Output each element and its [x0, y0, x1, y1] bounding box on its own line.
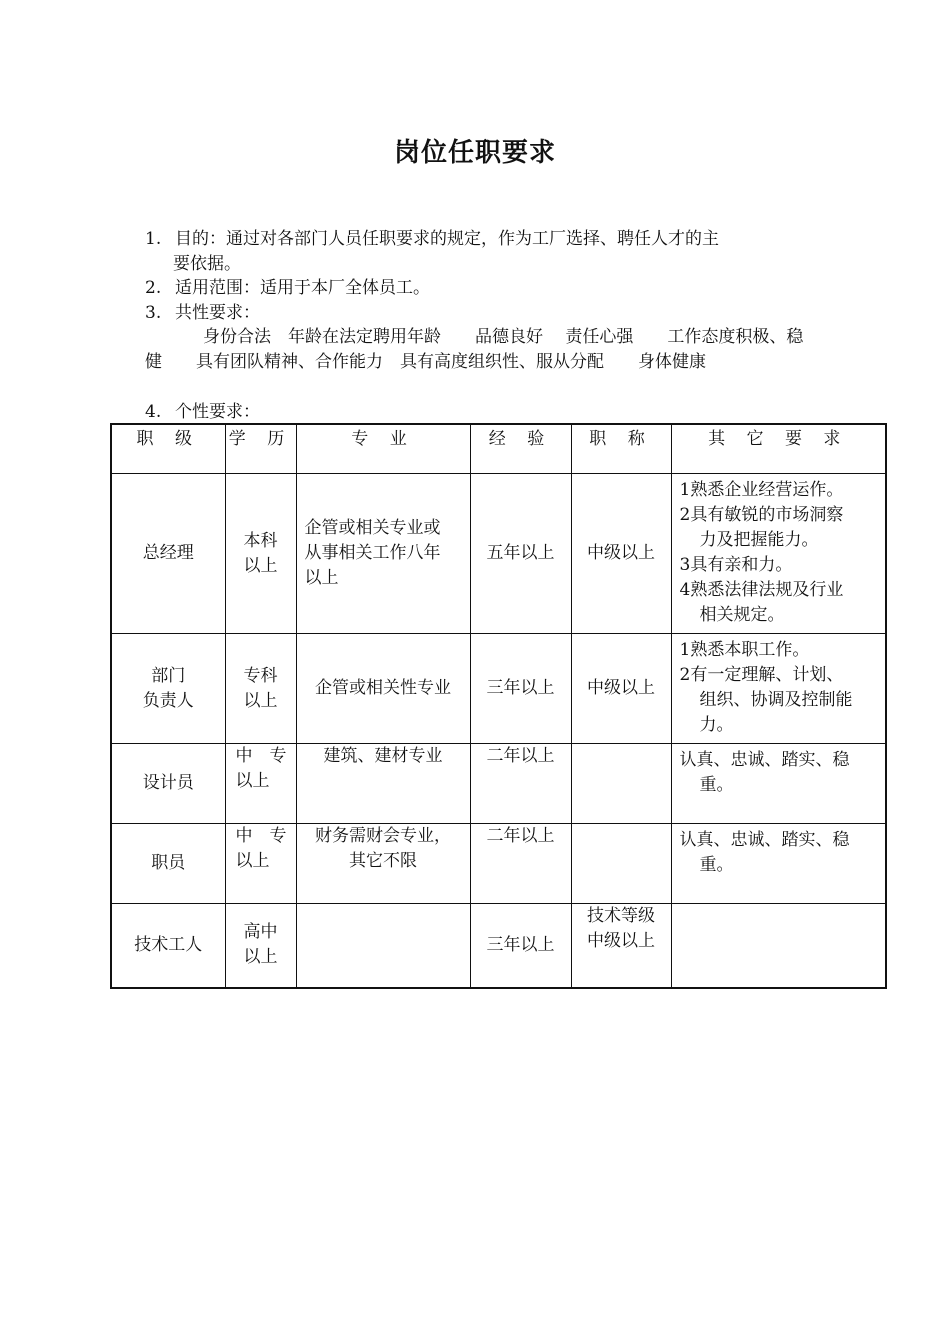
- table-row: [111, 634, 886, 744]
- section-number: 1.: [145, 229, 162, 249]
- job-title-cell-text: 中级以上: [587, 543, 655, 563]
- other-requirements-cell-line: 1熟悉本职工作。: [679, 640, 810, 660]
- experience-cell: [470, 904, 571, 988]
- other-requirements-cell-line: 组织、协调及控制能: [699, 690, 853, 710]
- major-cell-line: 以上: [304, 568, 339, 588]
- education-cell-line: 以上: [243, 555, 278, 576]
- job-title-cell: [571, 744, 671, 824]
- section-number: 4.: [145, 402, 162, 422]
- experience-cell: [470, 634, 571, 744]
- position-level-cell-text: 职员: [151, 853, 186, 873]
- other-requirements-cell: [671, 474, 886, 634]
- education-cell-line: 高中: [243, 922, 278, 943]
- header-cell: 其 它 要 求: [671, 424, 886, 474]
- position-level-cell: [111, 634, 225, 744]
- section-text-continued: 要依据。: [173, 254, 241, 274]
- position-level-cell-text: 总经理: [142, 543, 194, 563]
- section-individual-requirements: [145, 400, 815, 425]
- job-title-cell: [571, 824, 671, 904]
- page-title: 岗位任职要求: [393, 138, 556, 168]
- other-requirements-cell: [671, 634, 886, 744]
- major-cell-text: 建筑、建材专业: [323, 746, 443, 766]
- other-requirements-cell-line: 4熟悉法律法规及行业: [679, 580, 844, 600]
- job-title-cell-line: 中级以上: [587, 931, 655, 951]
- section-number: 2.: [145, 278, 162, 298]
- header-cell: 职 称: [571, 424, 671, 474]
- job-title-cell-line: 技术等级: [587, 906, 655, 926]
- other-requirements-cell: [671, 824, 886, 904]
- section-text: 目的：通过对各部门人员任职要求的规定，作为工厂选择、聘任人才的主: [175, 229, 719, 249]
- experience-cell: [470, 824, 571, 904]
- major-cell-line: 财务需财会专业，: [315, 826, 451, 846]
- job-title-cell: [571, 474, 671, 634]
- job-title-cell: [571, 904, 671, 988]
- education-cell-line: 以上: [243, 690, 278, 711]
- experience-cell-text: 五年以上: [486, 543, 555, 563]
- table-header-row: [111, 424, 886, 474]
- position-level-cell-line: 部门: [151, 665, 186, 686]
- common-requirements-body: 身份合法 年龄在法定聘用年龄 品德良好 责任心强 工作态度积极、稳健 具有团队精神、合作能力 具有高度组织性、服从分配 身体健康: [145, 327, 804, 372]
- major-cell-text: 企管或相关性专业: [315, 678, 451, 698]
- header-cell: 学 历: [225, 424, 296, 474]
- education-cell: [225, 474, 296, 634]
- table-row: [111, 824, 886, 904]
- education-cell-line: 中 专: [235, 746, 287, 766]
- other-requirements-cell-line: 重。: [699, 855, 734, 875]
- experience-cell-text: 二年以上: [486, 826, 555, 846]
- education-cell-line: 以上: [243, 947, 278, 968]
- position-level-cell: [111, 824, 225, 904]
- requirements-table: [110, 423, 887, 989]
- other-requirements-cell-line: 2具有敏锐的市场洞察: [679, 505, 844, 525]
- position-level-cell-text: 技术工人: [134, 934, 203, 955]
- header-cell: 经 验: [470, 424, 571, 474]
- education-cell-line: 以上: [235, 771, 270, 791]
- experience-cell-text: 二年以上: [486, 746, 555, 766]
- other-requirements-cell: [671, 904, 886, 988]
- major-cell: [296, 824, 470, 904]
- other-requirements-cell-line: 认真、忠诚、踏实、稳: [679, 750, 850, 770]
- major-cell: [296, 474, 470, 634]
- position-level-cell: [111, 904, 225, 988]
- experience-cell: [470, 744, 571, 824]
- other-requirements-cell-line: 认真、忠诚、踏实、稳: [679, 830, 850, 850]
- section-purpose: [145, 227, 815, 277]
- education-cell: [225, 634, 296, 744]
- major-cell-line: 其它不限: [349, 851, 417, 871]
- table-row: [111, 474, 886, 634]
- major-cell: [296, 634, 470, 744]
- other-requirements-cell-line: 重。: [699, 775, 734, 795]
- position-level-cell-text: 设计员: [142, 773, 194, 793]
- other-requirements-cell-line: 相关规定。: [699, 605, 785, 625]
- education-cell-line: 本科: [243, 530, 278, 551]
- education-cell-line: 专科: [243, 665, 278, 686]
- experience-cell-text: 三年以上: [486, 934, 555, 955]
- other-requirements-cell-line: 力及把握能力。: [699, 530, 819, 550]
- section-common-requirements: [145, 301, 815, 326]
- header-cell: 专 业: [296, 424, 470, 474]
- major-cell-line: 企管或相关专业或: [304, 518, 441, 538]
- other-requirements-cell-line: 1熟悉企业经营运作。: [679, 480, 844, 500]
- position-level-cell-line: 负责人: [142, 690, 194, 711]
- section-number: 3.: [145, 303, 162, 323]
- position-level-cell: [111, 744, 225, 824]
- major-cell: [296, 744, 470, 824]
- other-requirements-cell: [671, 744, 886, 824]
- education-cell-line: 中 专: [235, 826, 287, 846]
- experience-cell-text: 三年以上: [486, 678, 555, 698]
- other-requirements-cell-line: 3具有亲和力。: [679, 555, 793, 575]
- other-requirements-cell-line: 力。: [699, 715, 734, 735]
- education-cell: [225, 824, 296, 904]
- table-row: [111, 904, 886, 988]
- header-cell: 职 级: [111, 424, 225, 474]
- job-title-cell-text: 中级以上: [587, 678, 655, 698]
- major-cell-line: 从事相关工作八年: [304, 543, 441, 563]
- education-cell-line: 以上: [235, 851, 270, 871]
- section-text: 共性要求：: [175, 303, 260, 323]
- section-scope: [145, 276, 815, 301]
- table-row: [111, 744, 886, 824]
- other-requirements-cell-line: 2有一定理解、计划、: [679, 665, 844, 685]
- major-cell: [296, 904, 470, 988]
- job-title-cell: [571, 634, 671, 744]
- position-level-cell: [111, 474, 225, 634]
- education-cell: [225, 744, 296, 824]
- section-text: 适用范围：适用于本厂全体员工。: [175, 278, 430, 298]
- education-cell: [225, 904, 296, 988]
- section-text: 个性要求：: [175, 402, 260, 422]
- experience-cell: [470, 474, 571, 634]
